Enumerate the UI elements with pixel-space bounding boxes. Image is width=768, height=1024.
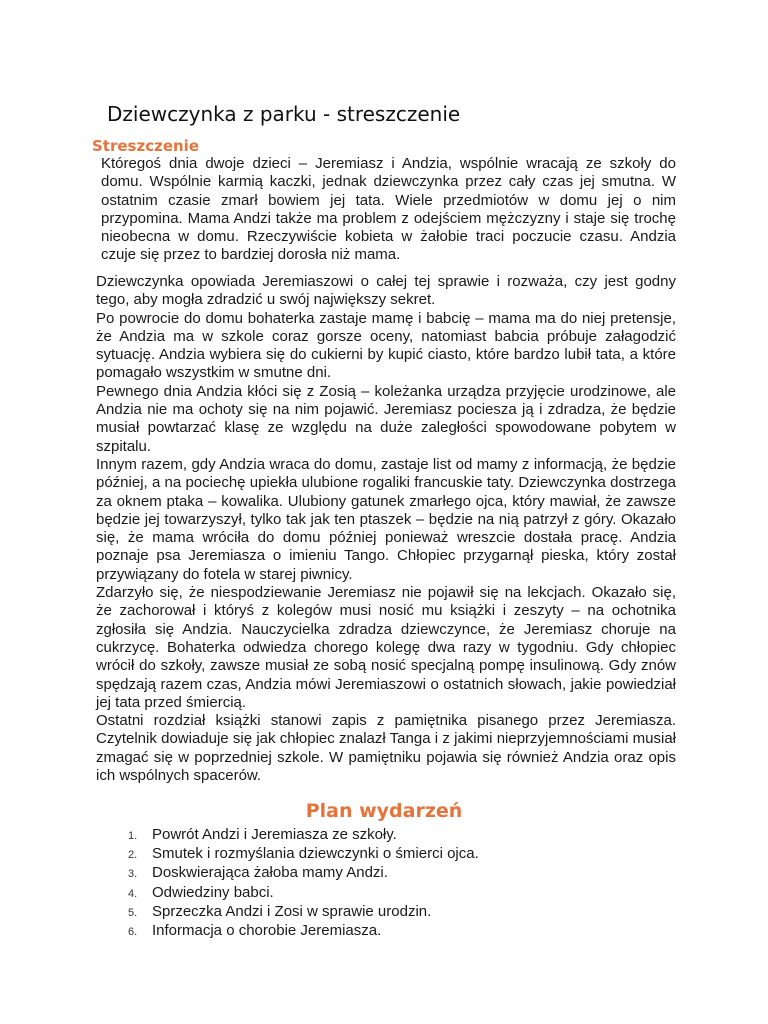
plan-list-item (128, 922, 688, 941)
plan-item-text: Smutek i rozmyślania dziewczynki o śmierci ojca. (152, 845, 479, 863)
plan-item-number: 5. (128, 906, 138, 919)
section-heading-streszczenie: Streszczenie (92, 137, 199, 155)
page-title: Dziewczynka z parku - streszczenie (107, 102, 461, 126)
summary-paragraph: Innym razem, gdy Andzia wraca do domu, zastaje list od mamy z informacją, że będzie później, a na pociechę upiekła ulubione rogaliki francuskie taty. Dziewczynka dostrzega za oknem ptaka – kowalika. Ulubiony gatunek zmarłego ojca, który mawiał, że zawsze będzie jej towarzyszył, tylko tak jak ten ptaszek – będzie na nią patrzył z góry. Okazało się, że mama wróciła do domu później ponieważ wreszcie dostała pracę. Andzia poznaje psa Jeremiasza o imieniu Tango. Chłopiec przygarnął pieska, który został przywiązany do fotela w starej piwnicy. (96, 455, 676, 583)
plan-item-text: Informacja o chorobie Jeremiasza. (152, 922, 382, 940)
plan-item-number: 4. (128, 887, 138, 900)
plan-item-number: 6. (128, 926, 138, 939)
summary-paragraph: Ostatni rozdział książki stanowi zapis z pamiętnika pisanego przez Jeremiasza. Czytelnik dowiaduje się jak chłopiec znalazł Tanga i z jakimi nieprzyjemnościami musiał zmagać się w poprzedniej szkole. W pamiętniku pojawia się również Andzia oraz opis ich wspólnych spacerów. (96, 712, 676, 785)
plan-item-text: Doskwierająca żałoba mamy Andzi. (152, 864, 388, 882)
plan-list-item (128, 864, 688, 883)
summary-paragraph: Zdarzyło się, że niespodziewanie Jeremiasz nie pojawił się na lekcjach. Okazało się, że zachorował i któryś z kolegów musi nosić mu książki i zeszyty – na ochotnika zgłosiła się Andzia. Nauczycielka zdradza dziewczynce, że Jeremiasz choruje na cukrzycę. Bohaterka odwiedza chorego kolegę dwa razy w tygodniu. Gdy chłopiec wrócił do szkoły, zawsze musiał ze sobą nosić specjalną pompę insulinową. Gdy znów spędzają razem czas, Andzia mówi Jeremiaszowi o ostatnich słowach, jakie powiedział jej tata przed śmiercią. (96, 584, 676, 711)
plan-list-item (128, 884, 688, 903)
plan-item-number: 1. (128, 830, 138, 842)
plan-item-text: Sprzeczka Andzi i Zosi w sprawie urodzin. (152, 902, 432, 920)
summary-body (96, 273, 676, 785)
plan-list-item (128, 903, 688, 922)
plan-heading: Plan wydarzeń (305, 800, 463, 822)
plan-list-item (128, 845, 688, 864)
plan-item-text: Powrót Andzi i Jeremiasza ze szkoły. (152, 826, 397, 843)
plan-item-number: 3. (128, 868, 138, 881)
plan-item-text: Odwiedziny babci. (152, 883, 274, 901)
plan-list (128, 826, 688, 941)
plan-list-item (128, 826, 688, 845)
summary-paragraph: Dziewczynka opowiada Jeremiaszowi o całej tej sprawie i rozważa, czy jest godny tego, aby mogła zdradzić u swój największy sekret. (96, 273, 676, 309)
summary-paragraph: Pewnego dnia Andzia kłóci się z Zosią – koleżanka urządza przyjęcie urodzinowe, ale Andzia nie ma ochoty się na nim pojawić. Jeremiasz pociesza ją i zdradza, że będzie musiał powtarzać klasę ze względu na duże zaległości spowodowane pobytem w szpitalu. (96, 382, 676, 455)
plan-item-number: 2. (128, 849, 138, 862)
summary-paragraph: Po powrocie do domu bohaterka zastaje mamę i babcię – mama ma do niej pretensje, że Andzia ma w szkole coraz gorsze oceny, natomiast babcia próbuje załagodzić sytuację. Andzia wybiera się do cukierni by kupić ciasto, które bardzo lubił tata, a które pomagało wszystkim w smutne dni. (96, 309, 676, 382)
intro-paragraph: Któregoś dnia dwoje dzieci – Jeremiasz i Andzia, wspólnie wracają ze szkoły do domu. Wspólnie karmią kaczki, jednak dziewczynka przez cały czas jej smutna. W ostatnim czasie zmarł bowiem jej tata. Wiele przedmiotów w domu jej o nim przypomina. Mama Andzi także ma problem z odejściem mężczyzny i staje się trochę nieobecna w domu. Rzeczywiście kobieta w żałobie traci poczucie czasu. Andzia czuje się przez to bardziej dorosła niż mama. (101, 155, 676, 264)
